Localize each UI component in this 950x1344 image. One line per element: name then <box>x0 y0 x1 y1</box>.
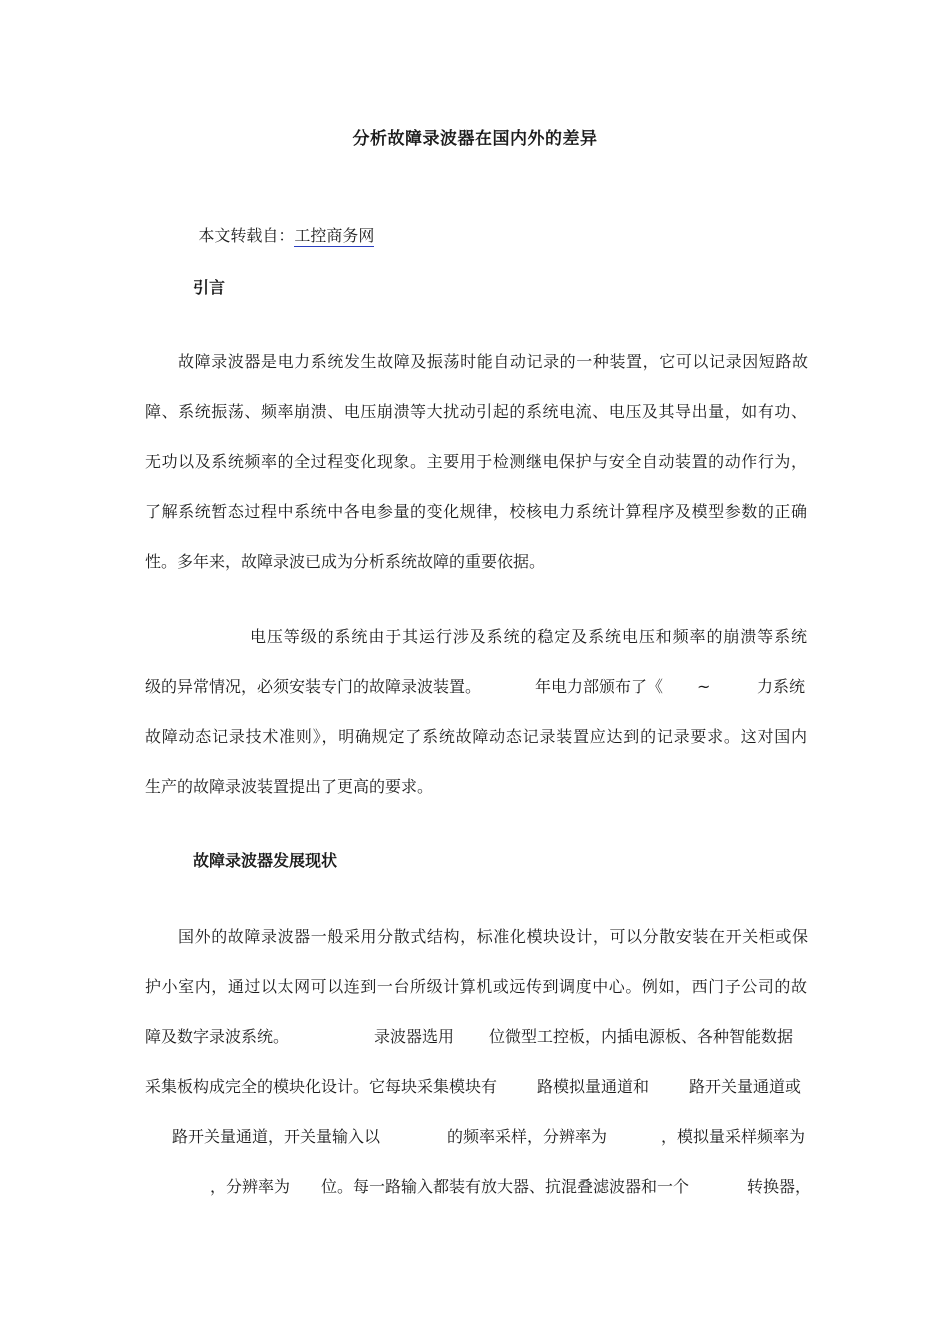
p3-line-5a: 路开关量通道，开关量输入以 <box>172 1127 381 1146</box>
p1-line-2: 障、系统振荡、频率崩溃、电压崩溃等大扰动引起的系统电流、电压及其导出量，如有功、 <box>145 402 807 421</box>
p1-line-3: 无功以及系统频率的全过程变化现象。主要用于检测继电保护与安全自动装置的动作行为， <box>145 452 807 471</box>
p2-line-2b: 年电力部颁布了《 <box>535 677 664 696</box>
p3-line-2: 护小室内，通过以太网可以连到一台所级计算机或远传到调度中心。例如，西门子公司的故 <box>145 977 807 996</box>
p3-line-4b: 路模拟量通道和 <box>537 1077 650 1096</box>
p2-line-2d: 力系统 <box>757 677 806 696</box>
document-title: 分析故障录波器在国内外的差异 <box>352 129 598 149</box>
source-line <box>178 203 374 269</box>
p3-line-3b: 录波器选用 <box>374 1027 455 1046</box>
p3-line-1: 国外的故障录波器一般采用分散式结构，标准化模块设计，可以分散安装在开关柜或保 <box>178 927 808 946</box>
p3-line-6b: 位。每一路输入都装有放大器、抗混叠滤波器和一个 <box>321 1177 690 1196</box>
p3-line-4a: 采集板构成完全的模块化设计。它每块采集模块有 <box>145 1077 498 1096</box>
p2-line-1: 电压等级的系统由于其运行涉及系统的稳定及系统电压和频率的崩溃等系统 <box>250 627 807 646</box>
p1-line-1: 故障录波器是电力系统发生故障及振荡时能自动记录的一种装置，它可以记录因短路故 <box>178 352 808 371</box>
heading-intro: 引言 <box>193 278 226 297</box>
p3-line-5c: ，模拟量采样频率为 <box>661 1127 806 1146</box>
heading-development: 故障录波器发展现状 <box>193 851 338 870</box>
source-link[interactable]: 工控商务网 <box>294 226 375 245</box>
p3-line-3a: 障及数字录波系统。 <box>145 1027 290 1046</box>
source-prefix: 本文转载自： <box>198 226 295 245</box>
p2-line-4: 生产的故障录波装置提出了更高的要求。 <box>145 777 434 796</box>
p1-line-4: 了解系统暂态过程中系统中各电参量的变化规律，校核电力系统计算程序及模型参数的正确 <box>145 502 807 521</box>
p1-line-5: 性。多年来，故障录波已成为分析系统故障的重要依据。 <box>145 552 546 571</box>
p3-line-6a: ，分辨率为 <box>210 1177 291 1196</box>
p2-line-2c: ~ <box>697 677 711 696</box>
p3-line-4c: 路开关量通道或 <box>689 1077 802 1096</box>
p2-line-2a: 级的异常情况，必须安装专门的故障录波装置。 <box>145 677 482 696</box>
p2-line-3: 故障动态记录技术准则》，明确规定了系统故障动态记录装置应达到的记录要求。这对国内 <box>145 727 807 746</box>
p3-line-6c: 转换器， <box>747 1177 812 1196</box>
p3-line-5b: 的频率采样，分辨率为 <box>447 1127 608 1146</box>
p3-line-3c: 位微型工控板，内插电源板、各种智能数据 <box>489 1027 794 1046</box>
